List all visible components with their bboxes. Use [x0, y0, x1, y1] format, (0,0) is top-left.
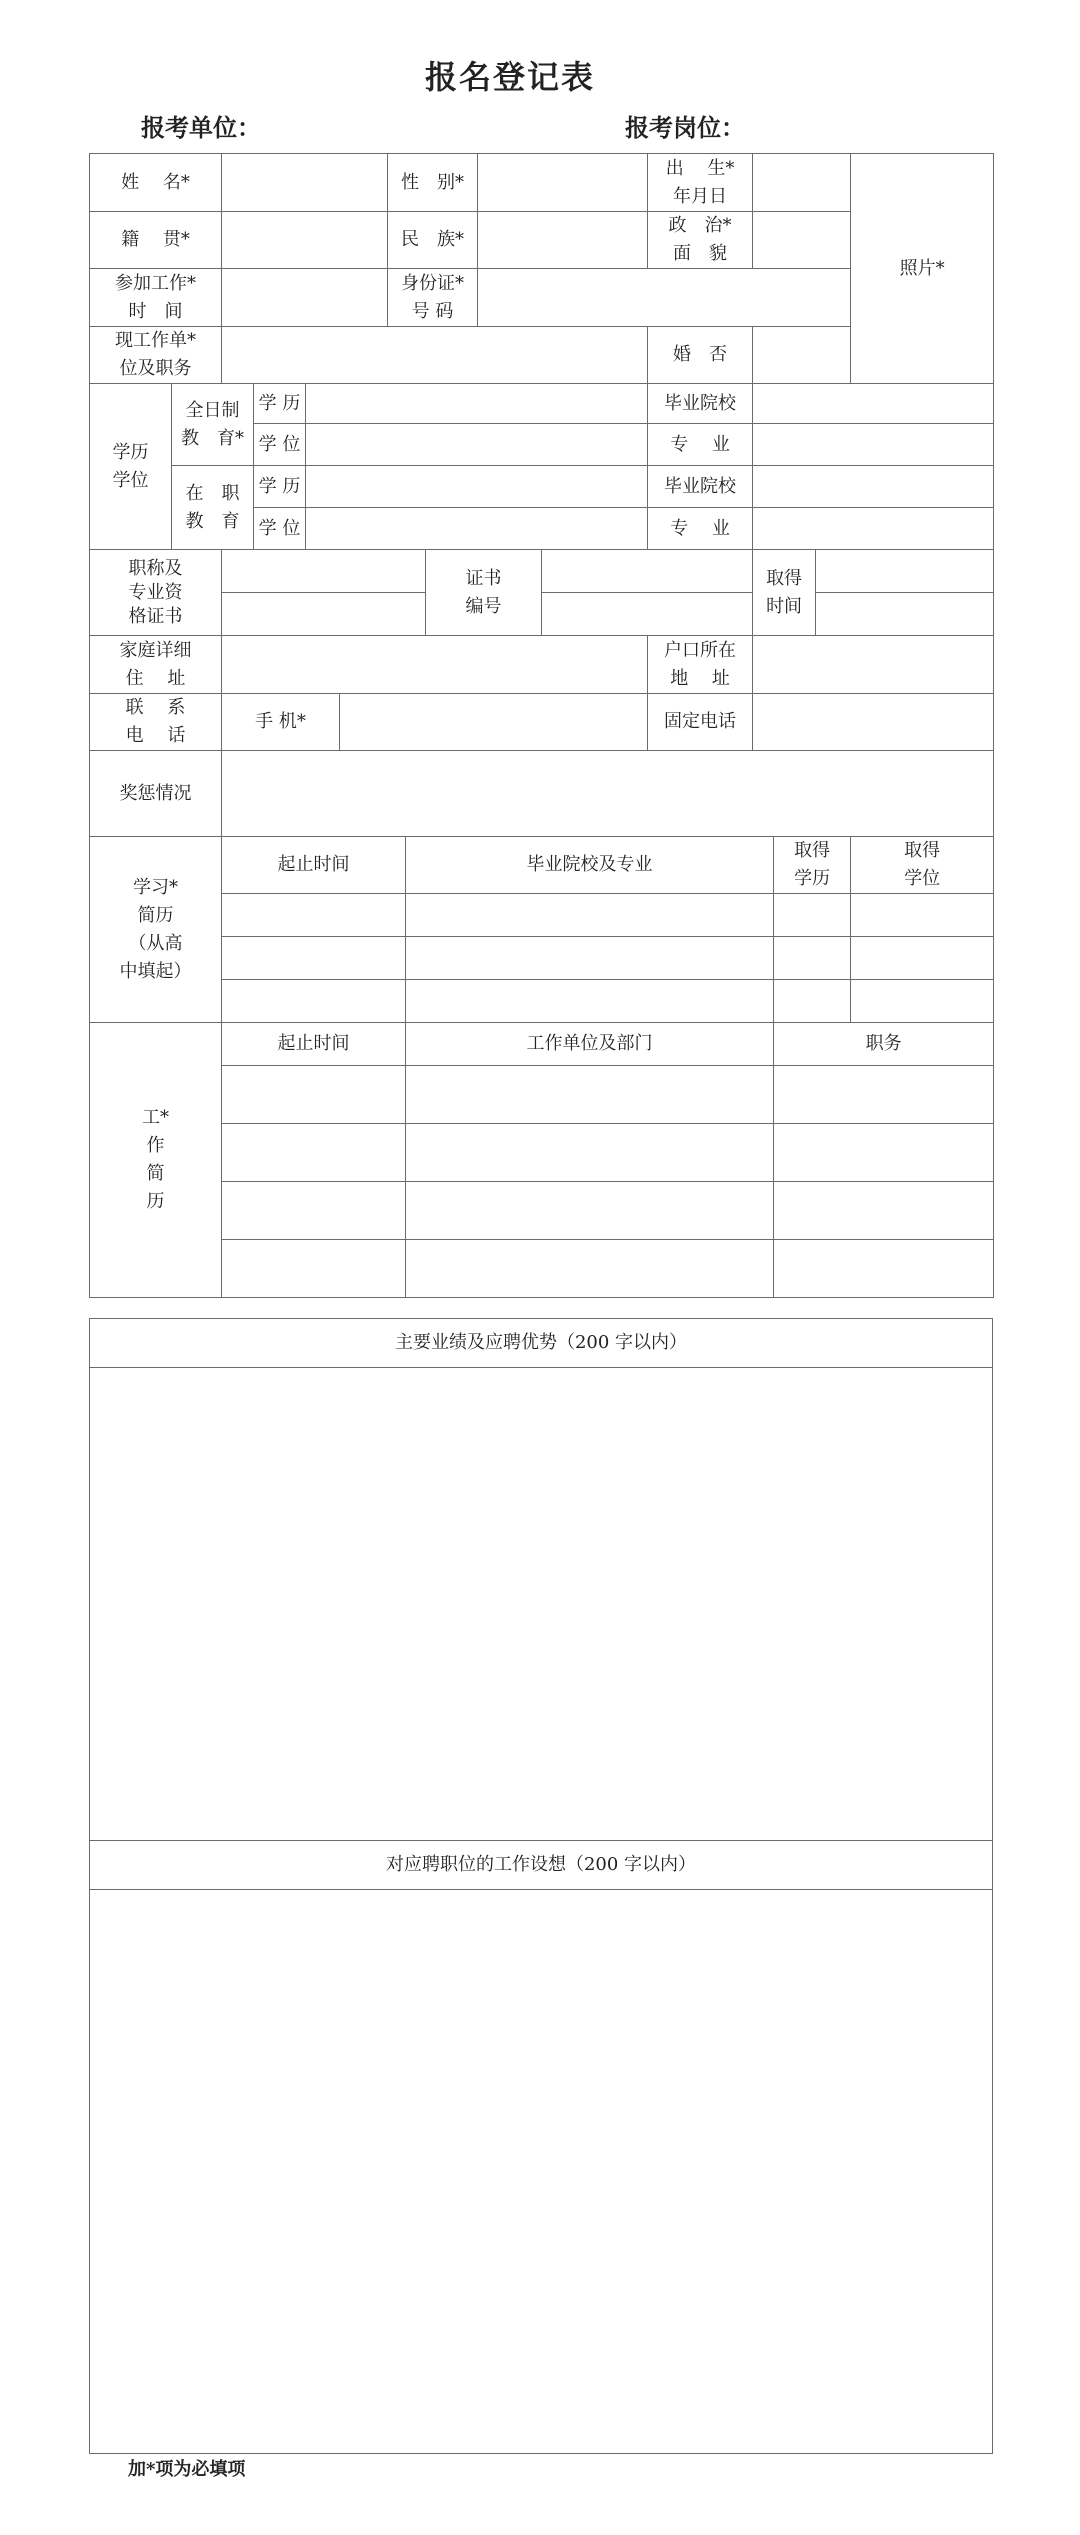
- ethnic-label: 民 族*: [388, 212, 478, 269]
- study-school-cell[interactable]: [406, 980, 774, 1023]
- study-record-cell[interactable]: [774, 980, 851, 1023]
- parttime-label: [172, 466, 254, 550]
- study-label-line2: 简历: [137, 904, 174, 926]
- work-post-cell[interactable]: [774, 1240, 994, 1298]
- native-cell[interactable]: [222, 212, 388, 269]
- workstart-label-line1: 参加工作*: [115, 272, 196, 294]
- study-label-line1: 学习*: [133, 876, 178, 898]
- parttime-record-cell[interactable]: [306, 466, 648, 508]
- birth-label: [648, 154, 753, 212]
- parttime-record-label: 学 历: [254, 466, 306, 508]
- phone-label-line2: 电 话: [125, 725, 186, 746]
- curwork-cell[interactable]: [222, 327, 648, 384]
- study-degree-cell[interactable]: [851, 894, 994, 937]
- cert-title-label: [90, 550, 222, 636]
- landline-cell[interactable]: [753, 694, 994, 751]
- work-label-line2: 作: [146, 1135, 165, 1156]
- address-cell[interactable]: [222, 636, 648, 694]
- phone-label-line1: 联 系: [125, 697, 186, 718]
- work-label-line3: 简: [146, 1163, 165, 1184]
- education-group-label: [90, 384, 172, 550]
- cert-number-cell-1[interactable]: [542, 550, 753, 593]
- work-period-header: 起止时间: [222, 1023, 406, 1066]
- work-unit-cell[interactable]: [406, 1240, 774, 1298]
- fulltime-label-line2: 教 育*: [181, 427, 244, 449]
- gender-label: 性 别*: [388, 154, 478, 212]
- work-unit-cell[interactable]: [406, 1124, 774, 1182]
- cert-number-cell-2[interactable]: [542, 593, 753, 636]
- photo-label: 照片*: [899, 257, 945, 279]
- parttime-school-label: 毕业院校: [648, 466, 753, 508]
- fulltime-label-line1: 全日制: [185, 399, 240, 421]
- fulltime-degree-label: 学 位: [254, 424, 306, 466]
- hukou-cell[interactable]: [753, 636, 994, 694]
- work-unit-header: 工作单位及部门: [406, 1023, 774, 1066]
- work-unit-cell[interactable]: [406, 1182, 774, 1240]
- study-record-cell[interactable]: [774, 937, 851, 980]
- ethnic-cell[interactable]: [478, 212, 648, 269]
- cert-time-label: [753, 550, 816, 636]
- birth-label-line2: 年月日: [673, 185, 728, 207]
- cert-number-line2: 编号: [465, 595, 502, 617]
- required-note: 加*项为必填项: [128, 2459, 246, 2480]
- birth-cell[interactable]: [753, 154, 851, 212]
- achievements-title: 主要业绩及应聘优势（200 字以内）: [90, 1319, 992, 1368]
- form-title: 报名登记表: [424, 58, 595, 96]
- cert-title-cell-2[interactable]: [222, 593, 426, 636]
- awards-cell[interactable]: [222, 751, 994, 837]
- cert-time-line1: 取得: [766, 567, 803, 589]
- cert-time-cell-1[interactable]: [816, 550, 994, 593]
- work-period-cell[interactable]: [222, 1182, 406, 1240]
- workstart-label-line2: 时 间: [128, 300, 183, 322]
- fulltime-school-label: 毕业院校: [648, 384, 753, 424]
- study-degree-line2: 学位: [904, 868, 941, 889]
- parttime-label-line2: 教 育: [185, 510, 240, 532]
- political-label-line2: 面 貌: [673, 243, 728, 264]
- hukou-label-line2: 地 址: [670, 667, 730, 689]
- political-cell[interactable]: [753, 212, 851, 269]
- study-label: [90, 837, 222, 1023]
- hukou-label-line1: 户口所在: [664, 639, 737, 661]
- cert-time-line2: 时间: [766, 595, 803, 617]
- study-period-cell[interactable]: [222, 980, 406, 1023]
- cert-number-line1: 证书: [465, 567, 502, 589]
- work-period-cell[interactable]: [222, 1066, 406, 1124]
- mobile-cell[interactable]: [340, 694, 648, 751]
- cert-title-line2: 专业资: [128, 581, 183, 603]
- study-degree-line1: 取得: [904, 840, 941, 861]
- address-label: [90, 636, 222, 694]
- fulltime-label: [172, 384, 254, 466]
- curwork-label-line1: 现工作单*: [115, 330, 196, 351]
- study-record-line1: 取得: [794, 840, 831, 861]
- study-record-cell[interactable]: [774, 894, 851, 937]
- birth-label-line1: 出 生*: [665, 157, 735, 179]
- native-label: 籍 贯*: [90, 212, 222, 269]
- fulltime-school-cell[interactable]: [753, 384, 994, 424]
- fulltime-major-label: 专 业: [648, 424, 753, 466]
- parttime-label-line1: 在 职: [185, 482, 240, 504]
- marital-cell[interactable]: [753, 327, 851, 384]
- study-period-cell[interactable]: [222, 937, 406, 980]
- workstart-label: [90, 269, 222, 327]
- work-label-line4: 历: [146, 1191, 165, 1212]
- landline-label: 固定电话: [648, 694, 753, 751]
- work-period-cell[interactable]: [222, 1124, 406, 1182]
- name-cell[interactable]: [222, 154, 388, 212]
- work-period-cell[interactable]: [222, 1240, 406, 1298]
- study-label-line4: 中填起）: [119, 960, 192, 982]
- study-degree-header: [851, 837, 994, 894]
- education-group-line1: 学历: [112, 441, 149, 463]
- political-label-line1: 政 治*: [668, 215, 732, 236]
- work-unit-cell[interactable]: [406, 1066, 774, 1124]
- awards-label: 奖惩情况: [90, 751, 222, 837]
- idcard-label-line2: 号 码: [411, 300, 454, 322]
- curwork-label-line2: 位及职务: [119, 358, 192, 379]
- plan-box: [89, 1840, 993, 2454]
- work-label: [90, 1023, 222, 1298]
- study-record-line2: 学历: [794, 868, 831, 889]
- study-school-cell[interactable]: [406, 894, 774, 937]
- mobile-label: 手 机*: [222, 694, 340, 751]
- work-post-cell[interactable]: [774, 1066, 994, 1124]
- apply-post-label: 报考岗位：: [625, 113, 745, 142]
- parttime-major-label: 专 业: [648, 508, 753, 550]
- parttime-degree-cell[interactable]: [306, 508, 648, 550]
- plan-title: 对应聘职位的工作设想（200 字以内）: [90, 1841, 992, 1890]
- cert-title-line3: 格证书: [128, 605, 183, 627]
- study-label-line3: （从高: [128, 932, 183, 954]
- apply-unit-label: 报考单位：: [141, 113, 261, 142]
- study-school-header: 毕业院校及专业: [406, 837, 774, 894]
- fulltime-record-cell[interactable]: [306, 384, 648, 424]
- work-label-line1: 工*: [142, 1107, 169, 1128]
- workstart-cell[interactable]: [222, 269, 388, 327]
- plan-input[interactable]: [90, 1890, 992, 2454]
- study-degree-cell[interactable]: [851, 937, 994, 980]
- curwork-label: [90, 327, 222, 384]
- achievements-box: [89, 1318, 993, 1841]
- study-degree-cell[interactable]: [851, 980, 994, 1023]
- parttime-major-cell[interactable]: [753, 508, 994, 550]
- fulltime-major-cell[interactable]: [753, 424, 994, 466]
- idcard-cell[interactable]: [478, 269, 851, 327]
- study-record-header: [774, 837, 851, 894]
- address-label-line1: 家庭详细: [119, 639, 192, 661]
- gender-cell[interactable]: [478, 154, 648, 212]
- fulltime-degree-cell[interactable]: [306, 424, 648, 466]
- marital-label: 婚 否: [648, 327, 753, 384]
- cert-time-cell-2[interactable]: [816, 593, 994, 636]
- idcard-label: [388, 269, 478, 327]
- phone-label: [90, 694, 222, 751]
- parttime-school-cell[interactable]: [753, 466, 994, 508]
- education-group-line2: 学位: [112, 469, 149, 491]
- photo-cell[interactable]: [851, 154, 994, 384]
- study-period-cell[interactable]: [222, 894, 406, 937]
- address-label-line2: 住 址: [125, 667, 186, 689]
- work-post-header: 职务: [774, 1023, 994, 1066]
- registration-table: [89, 153, 994, 1298]
- cert-number-label: [426, 550, 542, 636]
- study-period-header: 起止时间: [222, 837, 406, 894]
- cert-title-line1: 职称及: [128, 557, 183, 579]
- parttime-degree-label: 学 位: [254, 508, 306, 550]
- idcard-label-line1: 身份证*: [401, 272, 465, 294]
- fulltime-record-label: 学 历: [254, 384, 306, 424]
- name-label: 姓 名*: [90, 154, 222, 212]
- work-post-cell[interactable]: [774, 1182, 994, 1240]
- cert-title-cell-1[interactable]: [222, 550, 426, 593]
- achievements-input[interactable]: [90, 1368, 992, 1841]
- work-post-cell[interactable]: [774, 1124, 994, 1182]
- hukou-label: [648, 636, 753, 694]
- study-school-cell[interactable]: [406, 937, 774, 980]
- political-label: [648, 212, 753, 269]
